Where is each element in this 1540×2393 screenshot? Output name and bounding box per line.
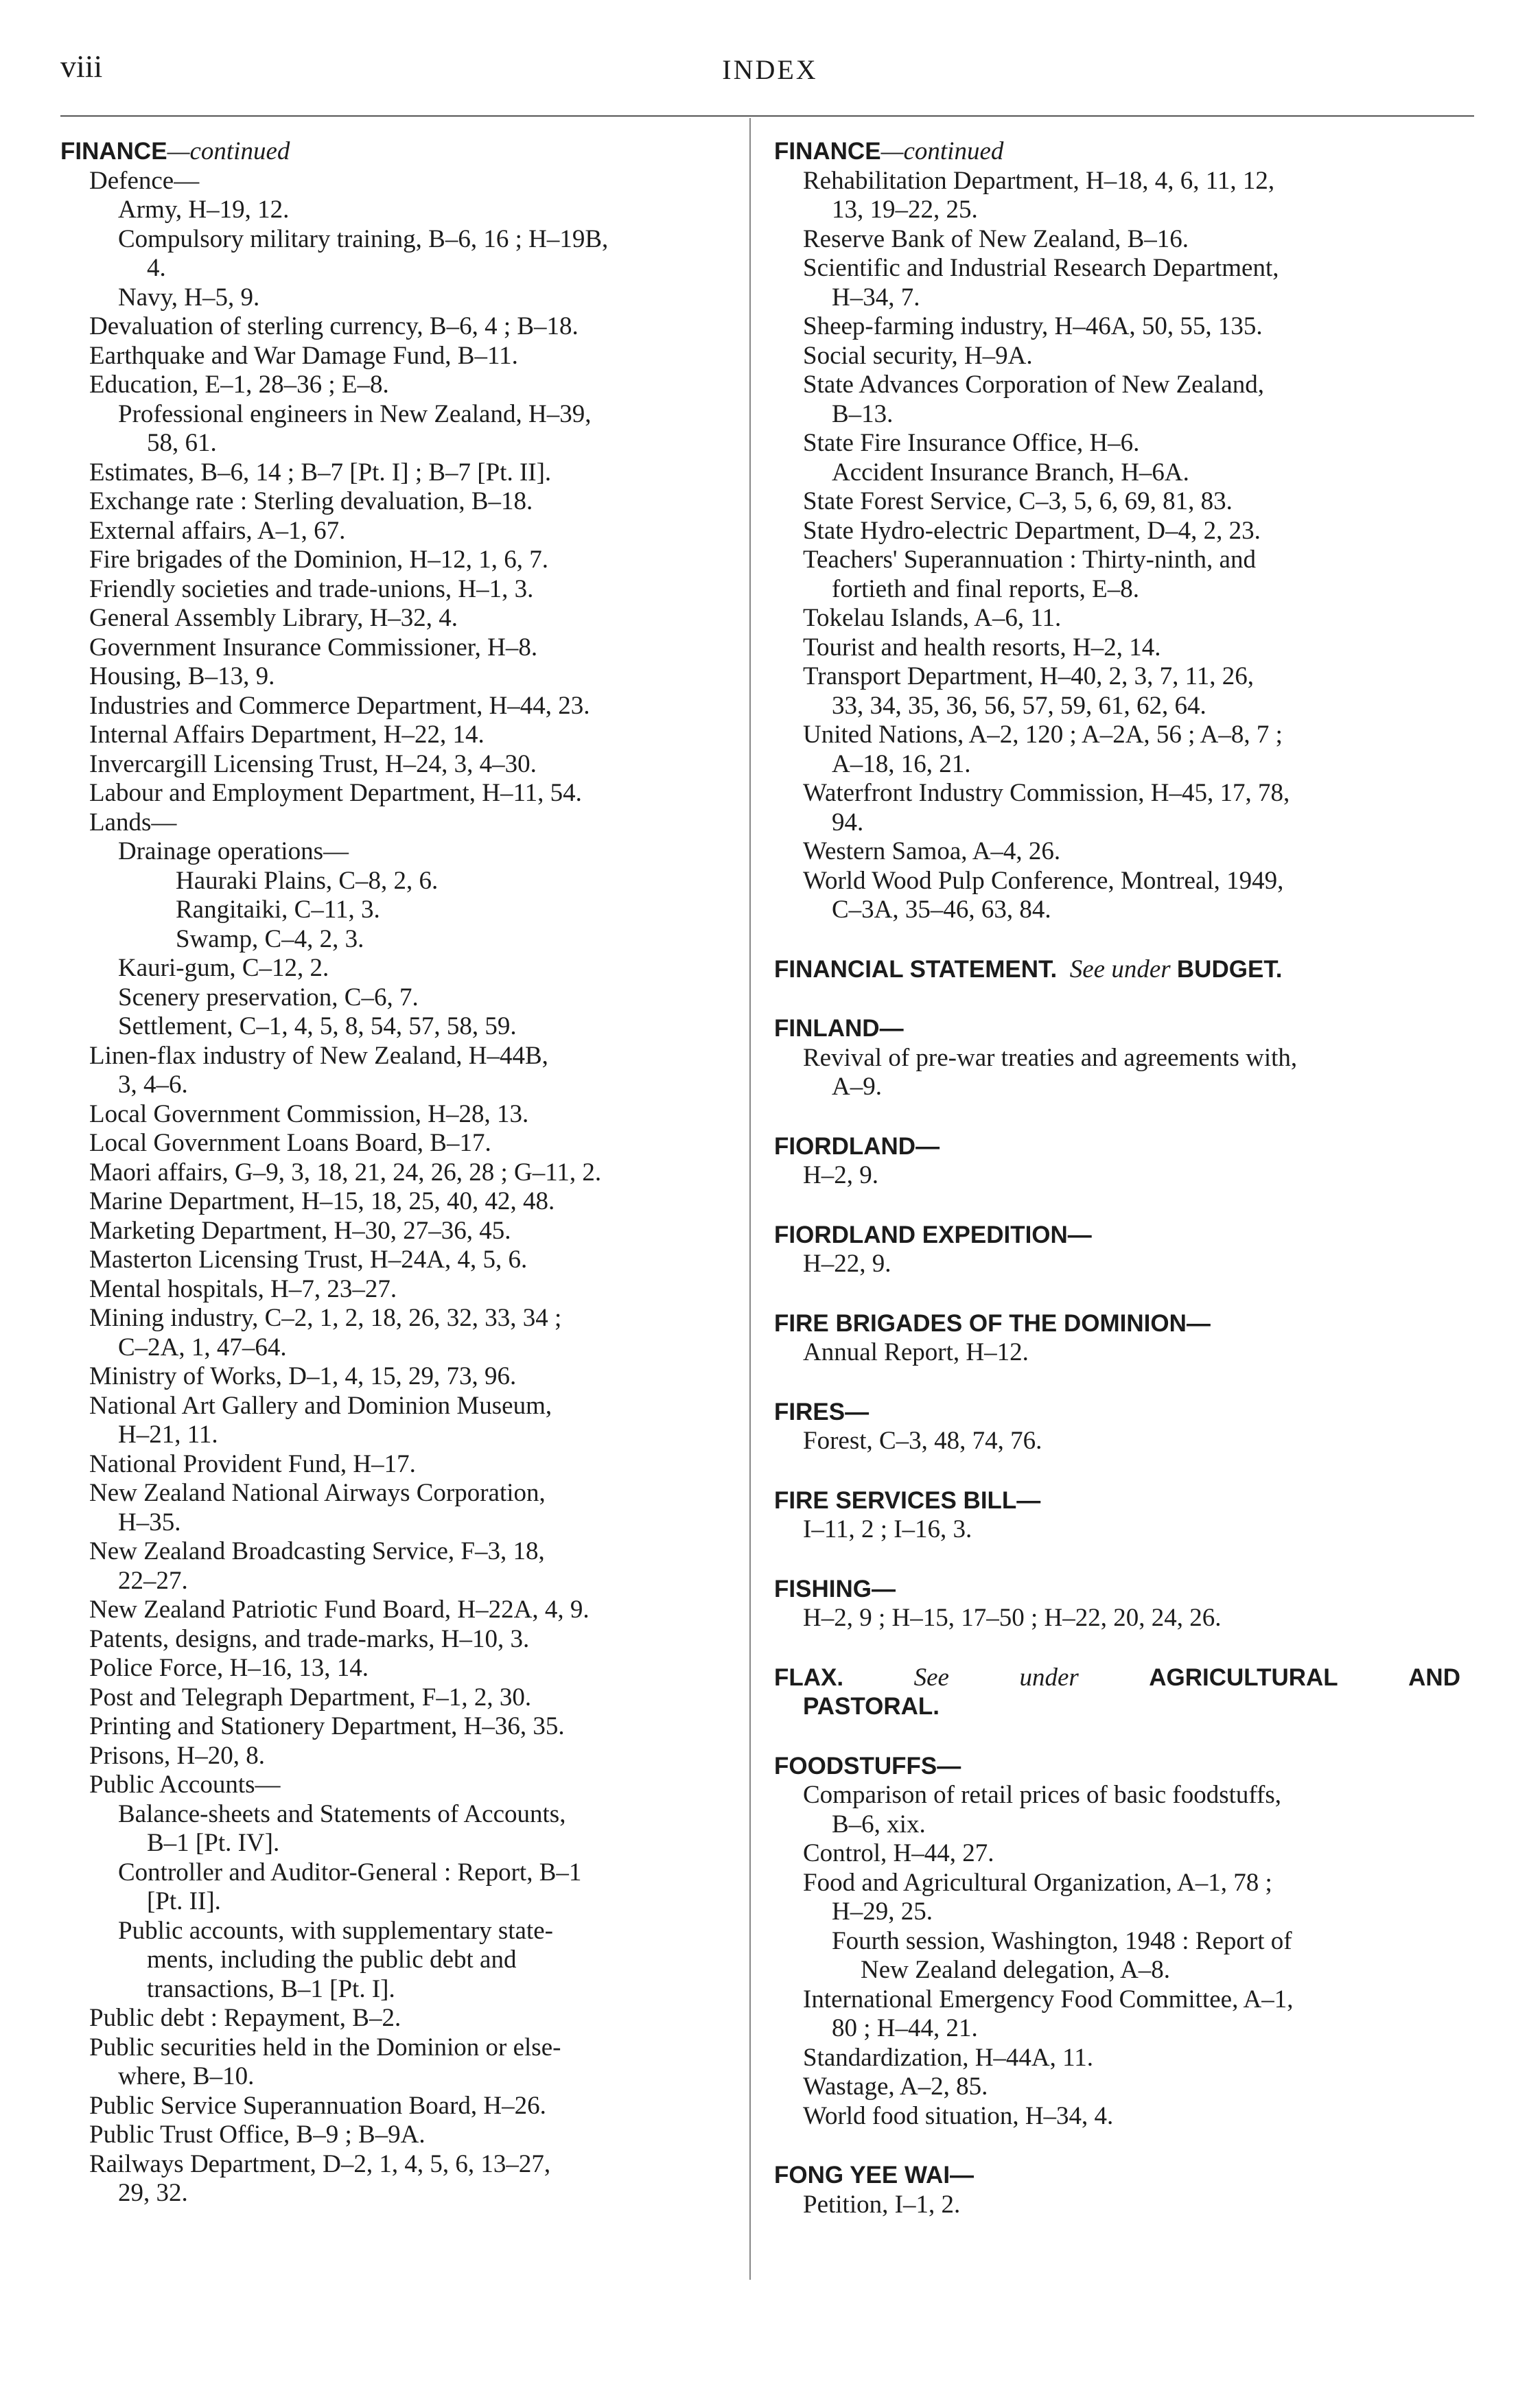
- index-entry: Petition, I–1, 2.: [803, 2190, 961, 2219]
- page-number: viii: [60, 49, 103, 84]
- running-head: INDEX: [722, 54, 818, 85]
- index-entry: C–2A, 1, 47–64.: [118, 1333, 287, 1362]
- index-entry: Comparison of retail prices of basic foodstuffs,: [803, 1781, 1282, 1809]
- index-entry: B–13.: [832, 399, 894, 428]
- cross-reference-continued: PASTORAL.: [803, 1693, 940, 1720]
- index-entry: 80 ; H–44, 21.: [832, 2014, 978, 2042]
- index-entry: Fire brigades of the Dominion, H–12, 1, 6, 7.: [89, 546, 548, 574]
- index-entry: Social security, H–9A.: [803, 341, 1033, 370]
- under-reference: under: [1019, 1663, 1079, 1692]
- index-entry: Forest, C–3, 48, 74, 76.: [803, 1427, 1042, 1455]
- index-entry: State Fire Insurance Office, H–6.: [803, 429, 1140, 457]
- index-entry: Patents, designs, and trade-marks, H–10, 3.: [89, 1624, 530, 1653]
- index-entry: Teachers' Superannuation : Thirty-ninth, and: [803, 546, 1256, 574]
- index-entry: I–11, 2 ; I–16, 3.: [803, 1515, 972, 1543]
- index-entry: Local Government Loans Board, B–17.: [89, 1129, 491, 1157]
- index-entry: New Zealand Broadcasting Service, F–3, 18,: [89, 1537, 545, 1565]
- index-entry: Masterton Licensing Trust, H–24A, 4, 5, 6.: [89, 1246, 528, 1274]
- index-entry: Internal Affairs Department, H–22, 14.: [89, 721, 485, 749]
- index-entry: Compulsory military training, B–6, 16 ; H–19B,: [118, 224, 609, 253]
- index-heading-finance: [774, 137, 1460, 167]
- index-entry: Linen-flax industry of New Zealand, H–44B,: [89, 1041, 548, 1070]
- header-rule: [60, 115, 1474, 117]
- index-heading-finland: FINLAND—: [774, 1015, 904, 1042]
- index-entry: World Wood Pulp Conference, Montreal, 1949,: [803, 866, 1284, 895]
- index-entry: Annual Report, H–12.: [803, 1338, 1029, 1366]
- index-entry: Mental hospitals, H–7, 23–27.: [89, 1274, 397, 1303]
- index-entry: Public debt : Repayment, B–2.: [89, 2004, 401, 2032]
- index-heading-fire-brigades: FIRE BRIGADES OF THE DOMINION—: [774, 1309, 1211, 1337]
- index-entry: Industries and Commerce Department, H–44, 23.: [89, 691, 590, 720]
- index-entry: fortieth and final reports, E–8.: [832, 574, 1139, 603]
- index-entry: B–1 [Pt. IV].: [147, 1829, 280, 1857]
- index-heading-fires: FIRES—: [774, 1398, 870, 1425]
- index-entry: where, B–10.: [118, 2062, 255, 2090]
- continued-label: —continued: [880, 137, 1004, 165]
- index-heading-fishing: FISHING—: [774, 1575, 896, 1602]
- index-entry: [Pt. II].: [147, 1887, 221, 1915]
- index-heading-finance: [60, 137, 730, 167]
- index-entry: Rehabilitation Department, H–18, 4, 6, 11, 12,: [803, 166, 1275, 195]
- index-entry: 29, 32.: [118, 2179, 188, 2207]
- index-entry: Kauri-gum, C–12, 2.: [118, 954, 329, 982]
- index-entry: New Zealand delegation, A–8.: [861, 1956, 1171, 1984]
- index-heading-foodstuffs: FOODSTUFFS—: [774, 1752, 961, 1779]
- index-entry: Friendly societies and trade-unions, H–1, 3.: [89, 574, 534, 603]
- index-entry: Controller and Auditor-General : Report, B–1: [118, 1858, 582, 1887]
- heading-text: FLAX.: [774, 1664, 844, 1691]
- continued-label: —continued: [167, 137, 290, 165]
- index-entry: Marine Department, H–15, 18, 25, 40, 42, 48.: [89, 1187, 555, 1215]
- index-entry: C–3A, 35–46, 63, 84.: [832, 896, 1051, 924]
- index-entry: General Assembly Library, H–32, 4.: [89, 604, 458, 632]
- column-divider: [749, 118, 751, 2280]
- index-entry: 33, 34, 35, 36, 56, 57, 59, 61, 62, 64.: [832, 691, 1206, 720]
- index-entry: State Hydro-electric Department, D–4, 2, 23.: [803, 516, 1261, 545]
- index-entry: Public Trust Office, B–9 ; B–9A.: [89, 2121, 425, 2149]
- index-entry: Standardization, H–44A, 11.: [803, 2043, 1094, 2072]
- index-entry: Tokelau Islands, A–6, 11.: [803, 604, 1062, 632]
- index-entry: A–9.: [832, 1073, 882, 1101]
- index-entry: Waterfront Industry Commission, H–45, 17, 78,: [803, 779, 1290, 807]
- index-entry: Fourth session, Washington, 1948 : Report of: [832, 1926, 1292, 1955]
- index-entry: Sheep-farming industry, H–46A, 50, 55, 135.: [803, 312, 1263, 340]
- index-entry: International Emergency Food Committee, A–1,: [803, 1985, 1294, 2013]
- index-heading-flax: [774, 1664, 1460, 1693]
- index-entry: National Provident Fund, H–17.: [89, 1449, 416, 1478]
- index-entry: Public Service Superannuation Board, H–26.: [89, 2091, 546, 2120]
- heading-text: FINANCE: [60, 138, 167, 165]
- index-entry: Public Accounts—: [89, 1771, 281, 1799]
- index-heading-fong-yee-wai: FONG YEE WAI—: [774, 2162, 975, 2188]
- index-entry: Exchange rate : Sterling devaluation, B–18.: [89, 487, 533, 515]
- index-entry: Reserve Bank of New Zealand, B–16.: [803, 224, 1189, 253]
- index-entry: 22–27.: [118, 1566, 188, 1595]
- index-entry: Estimates, B–6, 14 ; B–7 [Pt. I] ; B–7 [Pt. II].: [89, 458, 552, 487]
- index-entry: H–2, 9 ; H–15, 17–50 ; H–22, 20, 24, 26.: [803, 1604, 1222, 1632]
- index-entry: H–34, 7.: [832, 283, 920, 312]
- index-entry: Wastage, A–2, 85.: [803, 2073, 988, 2101]
- index-entry: Public securities held in the Dominion or else-: [89, 2033, 561, 2062]
- index-entry: Scientific and Industrial Research Department,: [803, 254, 1279, 282]
- index-entry: 4.: [147, 254, 166, 282]
- index-entry: 58, 61.: [147, 429, 217, 457]
- index-entry: State Forest Service, C–3, 5, 6, 69, 81, 83.: [803, 487, 1233, 515]
- index-entry: Police Force, H–16, 13, 14.: [89, 1654, 369, 1682]
- index-entry: Local Government Commission, H–28, 13.: [89, 1099, 529, 1128]
- index-entry: Ministry of Works, D–1, 4, 15, 29, 73, 96.: [89, 1362, 517, 1390]
- index-entry: Rangitaiki, C–11, 3.: [176, 896, 380, 924]
- index-entry: Drainage operations—: [118, 837, 349, 865]
- see-reference: See under: [1069, 955, 1171, 983]
- index-entry: 94.: [832, 808, 864, 837]
- index-entry: B–6, xix.: [832, 1810, 926, 1838]
- index-entry: Mining industry, C–2, 1, 2, 18, 26, 32, 33, 34 ;: [89, 1304, 562, 1332]
- index-entry: United Nations, A–2, 120 ; A–2A, 56 ; A–8, 7 ;: [803, 721, 1283, 749]
- index-entry: Public accounts, with supplementary state-: [118, 1916, 553, 1945]
- index-entry: New Zealand Patriotic Fund Board, H–22A, 4, 9.: [89, 1596, 590, 1624]
- index-entry: Western Samoa, A–4, 26.: [803, 837, 1061, 865]
- index-entry: H–35.: [118, 1508, 181, 1537]
- index-entry: Army, H–19, 12.: [118, 196, 290, 224]
- index-entry: Transport Department, H–40, 2, 3, 7, 11, 26,: [803, 662, 1255, 690]
- index-entry: Accident Insurance Branch, H–6A.: [832, 458, 1189, 487]
- heading-text: FINANCIAL STATEMENT.: [774, 955, 1058, 983]
- heading-text: FINANCE: [774, 138, 881, 165]
- index-entry: Printing and Stationery Department, H–36, 35.: [89, 1712, 565, 1740]
- index-entry: Hauraki Plains, C–8, 2, 6.: [176, 866, 439, 895]
- index-entry: 13, 19–22, 25.: [832, 196, 978, 224]
- index-entry: Earthquake and War Damage Fund, B–11.: [89, 341, 518, 370]
- index-entry: New Zealand National Airways Corporation,: [89, 1479, 546, 1507]
- index-entry: External affairs, A–1, 67.: [89, 516, 346, 545]
- index-heading-fiordland: FIORDLAND—: [774, 1132, 940, 1160]
- left-column: [60, 137, 730, 2208]
- index-entry: Scenery preservation, C–6, 7.: [118, 983, 419, 1012]
- index-entry: Marketing Department, H–30, 27–36, 45.: [89, 1216, 511, 1245]
- right-column: [774, 137, 1460, 2219]
- index-entry: Prisons, H–20, 8.: [89, 1741, 265, 1770]
- cross-reference-and: AND: [1408, 1664, 1460, 1691]
- index-entry: Swamp, C–4, 2, 3.: [176, 924, 364, 953]
- index-entry: Balance-sheets and Statements of Accounts,: [118, 1799, 566, 1828]
- index-entry: Defence—: [89, 166, 200, 195]
- index-entry: 3, 4–6.: [118, 1071, 188, 1099]
- index-entry: transactions, B–1 [Pt. I].: [147, 1974, 395, 2003]
- index-entry: A–18, 16, 21.: [832, 749, 971, 778]
- index-entry: Food and Agricultural Organization, A–1, 78 ;: [803, 1868, 1272, 1897]
- index-entry: Revival of pre-war treaties and agreements with,: [803, 1043, 1298, 1072]
- index-entry: Professional engineers in New Zealand, H–39,: [118, 399, 592, 428]
- index-entry: National Art Gallery and Dominion Museum,: [89, 1391, 552, 1420]
- index-heading-fiordland-expedition: FIORDLAND EXPEDITION—: [774, 1221, 1092, 1248]
- index-entry: Government Insurance Commissioner, H–8.: [89, 633, 538, 662]
- index-entry: ments, including the public debt and: [147, 1946, 517, 1974]
- index-entry: H–22, 9.: [803, 1250, 891, 1278]
- cross-reference: BUDGET.: [1176, 955, 1283, 983]
- index-entry: State Advances Corporation of New Zealand,: [803, 371, 1264, 399]
- see-reference: See: [913, 1663, 949, 1692]
- index-entry: Post and Telegraph Department, F–1, 2, 30.: [89, 1683, 532, 1712]
- index-entry: Tourist and health resorts, H–2, 14.: [803, 633, 1161, 662]
- index-entry: Devaluation of sterling currency, B–6, 4 ; B–18.: [89, 312, 579, 340]
- index-entry: Invercargill Licensing Trust, H–24, 3, 4–30.: [89, 749, 537, 778]
- index-entry: Railways Department, D–2, 1, 4, 5, 6, 13–27,: [89, 2149, 551, 2178]
- index-entry: Maori affairs, G–9, 3, 18, 21, 24, 26, 28 ; G–11, 2.: [89, 1158, 602, 1187]
- index-entry: H–29, 25.: [832, 1898, 933, 1926]
- index-entry: Labour and Employment Department, H–11, 54.: [89, 779, 582, 807]
- cross-reference: AGRICULTURAL: [1149, 1664, 1338, 1691]
- index-entry: Education, E–1, 28–36 ; E–8.: [89, 371, 389, 399]
- index-entry: Settlement, C–1, 4, 5, 8, 54, 57, 58, 59.: [118, 1012, 517, 1040]
- index-heading-financial-statement: [774, 955, 1460, 985]
- index-entry: H–21, 11.: [118, 1421, 218, 1449]
- index-entry: World food situation, H–34, 4.: [803, 2101, 1114, 2130]
- index-heading-fire-services-bill: FIRE SERVICES BILL—: [774, 1486, 1041, 1514]
- index-entry: Control, H–44, 27.: [803, 1839, 994, 1867]
- index-entry: H–2, 9.: [803, 1161, 878, 1189]
- index-entry: Housing, B–13, 9.: [89, 662, 275, 690]
- index-entry: Lands—: [89, 808, 177, 837]
- index-entry: Navy, H–5, 9.: [118, 283, 260, 312]
